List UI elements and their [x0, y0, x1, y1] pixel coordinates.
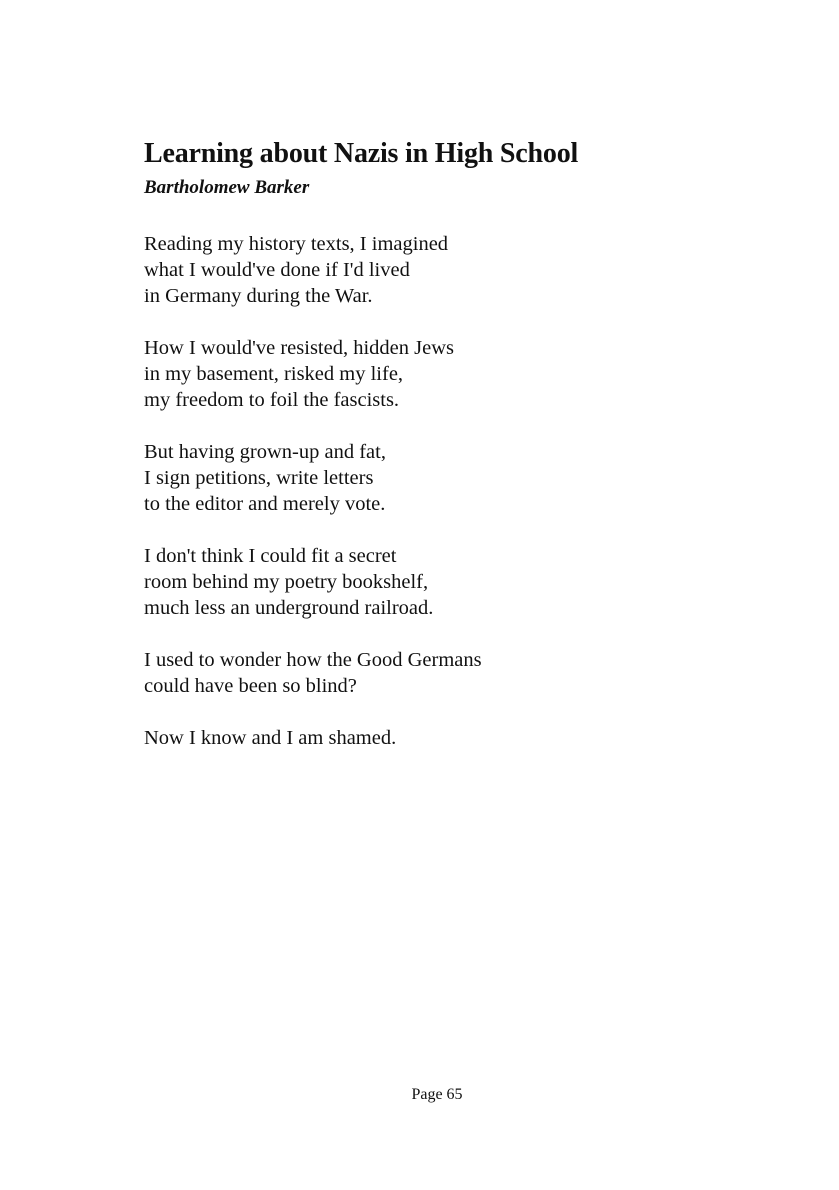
poem-line: I used to wonder how the Good Germans	[144, 649, 482, 671]
stanza-1	[144, 231, 744, 309]
poem-line: to the editor and merely vote.	[144, 493, 386, 515]
stanza-5	[144, 647, 744, 699]
poem-body	[144, 231, 744, 777]
poem-line: in Germany during the War.	[144, 285, 373, 307]
poem-line: Reading my history texts, I imagined	[144, 233, 449, 255]
poem-line: I sign petitions, write letters	[144, 467, 374, 489]
stanza-2	[144, 335, 744, 413]
poem-line: my freedom to foil the fascists.	[144, 389, 400, 411]
stanza-3	[144, 439, 744, 517]
poem-line: in my basement, risked my life,	[144, 363, 404, 385]
poem-line: room behind my poetry bookshelf,	[144, 571, 429, 593]
poem-line: what I would've done if I'd lived	[144, 259, 410, 281]
page-number: Page 65	[411, 1086, 463, 1103]
poem-line: could have been so blind?	[144, 675, 357, 697]
poem-line: much less an underground railroad.	[144, 597, 434, 619]
stanza-4	[144, 543, 744, 621]
poem-line: But having grown-up and fat,	[144, 441, 386, 463]
stanza-6	[144, 725, 744, 751]
poem-line: I don't think I could fit a secret	[144, 545, 397, 567]
poem-line: Now I know and I am shamed.	[144, 727, 397, 749]
poem-line: How I would've resisted, hidden Jews	[144, 337, 455, 359]
poem-title: Learning about Nazis in High School	[144, 138, 579, 169]
poem-author: Bartholomew Barker	[144, 177, 310, 198]
